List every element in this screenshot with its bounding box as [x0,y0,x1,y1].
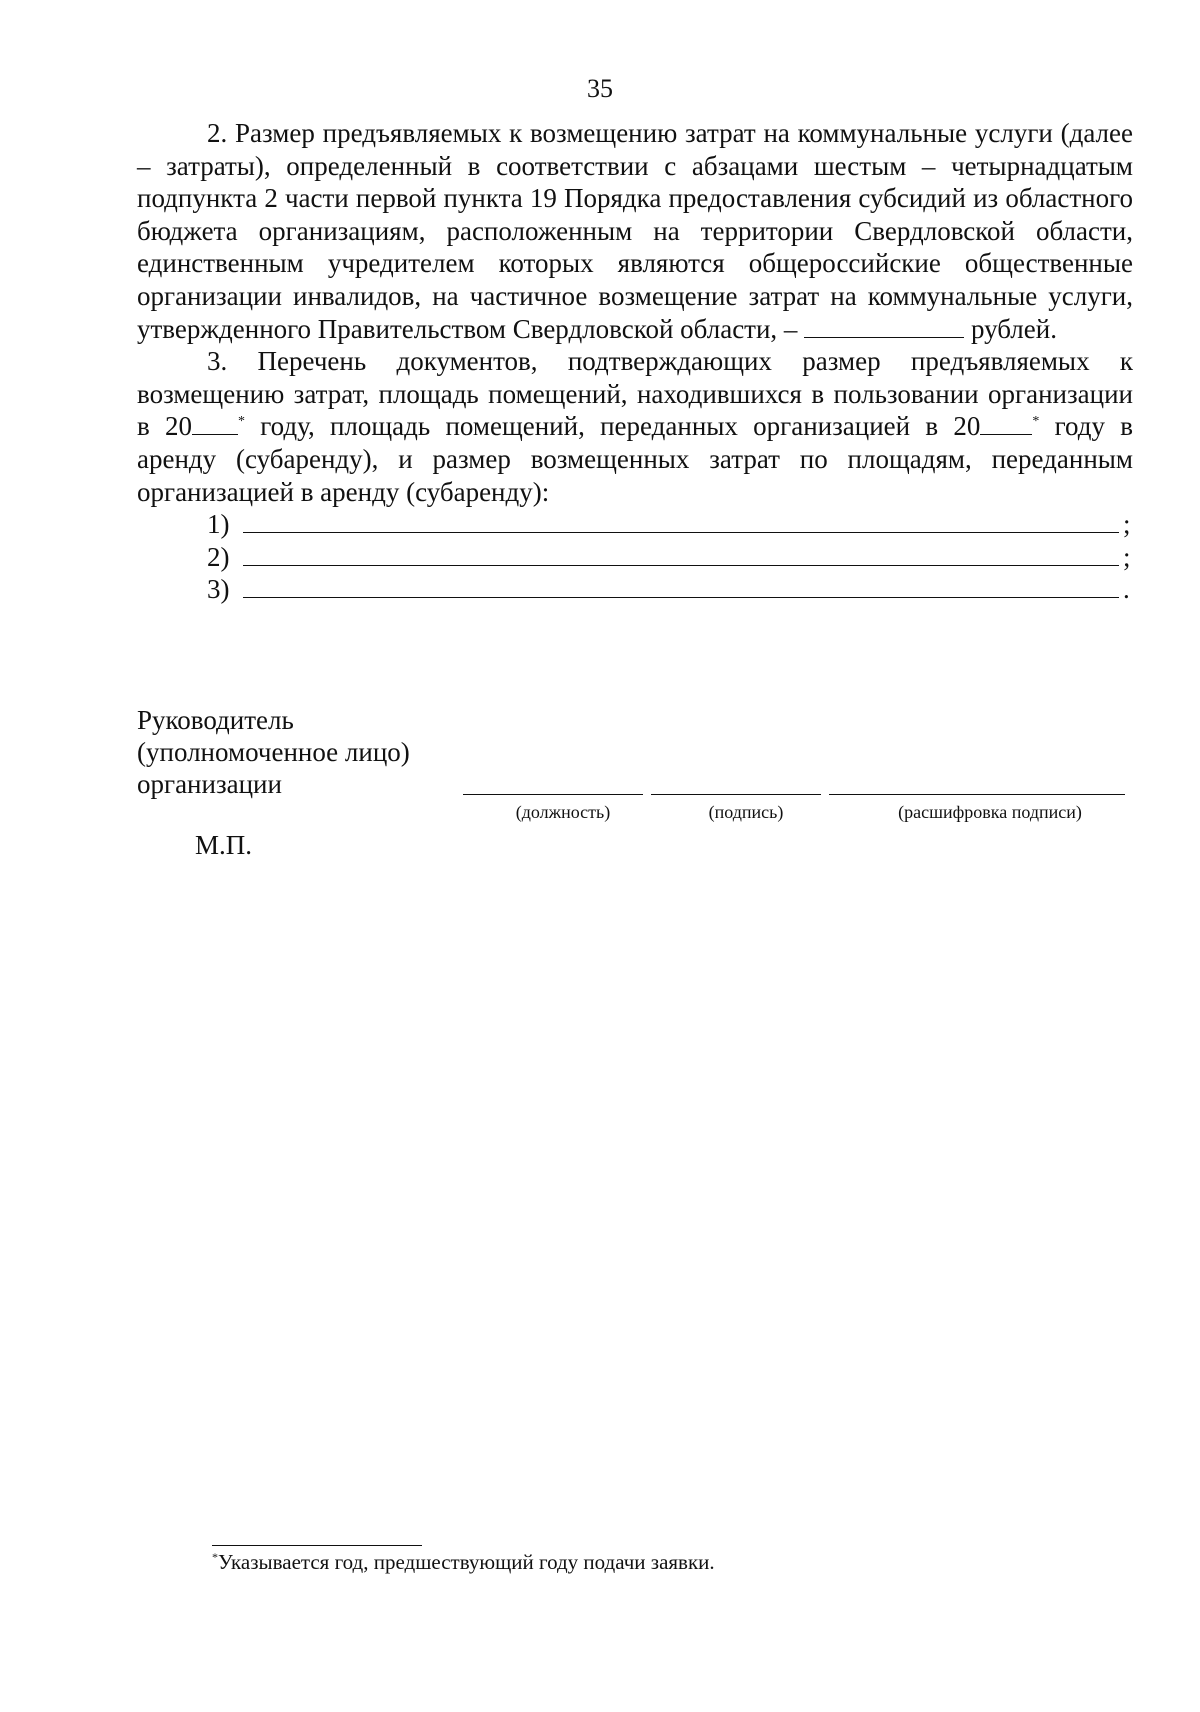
list-end-mark: . [1123,574,1130,605]
signature-line [651,794,821,795]
footnote-mark-1: * [238,414,246,430]
paragraph-3-part3: году в аренду (субаренду), и размер возмещенных затрат по площадям, переданным организацией в аренду (субаренду): [137,411,1134,507]
list-end-mark: ; [1123,509,1131,540]
list-number: 1) [207,509,230,540]
list-end-mark: ; [1123,541,1131,572]
list-item-3 [137,573,1133,606]
footnote-mark-2: * [1032,414,1040,430]
page-number: 35 [587,74,613,103]
signatory-label [137,704,410,800]
position-line [463,794,643,795]
paragraph-3-part1: 3. Перечень документов, подтверждающих размер предъявляемых к возмещению затрат, площадь помещений, находившихся в пользовании организации в 20 [137,346,1133,442]
list-blank-line [243,541,1119,566]
footnote-divider [212,1545,422,1546]
signatory-label-line: (уполномоченное лицо) [137,737,410,767]
position-caption: (должность) [515,802,611,822]
paragraph-2 [137,117,1133,345]
list-blank-line [243,573,1119,598]
paragraph-2-text: 2. Размер предъявляемых к возмещению затрат на коммунальные услуги (далее – затраты), определенный в соответствии с абзацами шестым – четырнадцатым подпункта 2 части первой пункта 19 Порядка предоставления субсидий из областного бюджета организациям, расположенным на территории Свердловской области, единственным учредителем которых являются общероссийские общественные организации инвалидов, на частичное возмещение затрат на коммунальные услуги, утвержденного Правительством Свердловской области, – [137,118,1133,344]
footnote [212,1550,715,1575]
amount-blank [804,315,964,338]
paragraph-2-end: рублей. [970,313,1057,344]
list-blank-line [243,508,1119,533]
year-blank-2 [980,412,1032,435]
signatory-label-line: Руководитель [137,705,294,735]
name-line [829,794,1125,795]
document-body [137,117,1133,606]
list-number: 2) [207,541,230,572]
signature-caption: (подпись) [708,802,784,822]
year-blank-1 [192,412,238,435]
list-item-2 [137,541,1133,574]
list-item-1 [137,508,1133,541]
footnote-text: Указывается год, предшествующий году подачи заявки. [218,1550,715,1574]
footnote-mark: * [212,1550,218,1564]
paragraph-3-part2: году, площадь помещений, переданных организацией в 20 [260,411,981,442]
stamp-place: М.П. [195,830,253,860]
signatory-label-line: организации [137,769,282,799]
paragraph-3 [137,345,1133,508]
list-number: 3) [207,574,230,605]
name-caption: (расшифровка подписи) [898,802,1082,822]
